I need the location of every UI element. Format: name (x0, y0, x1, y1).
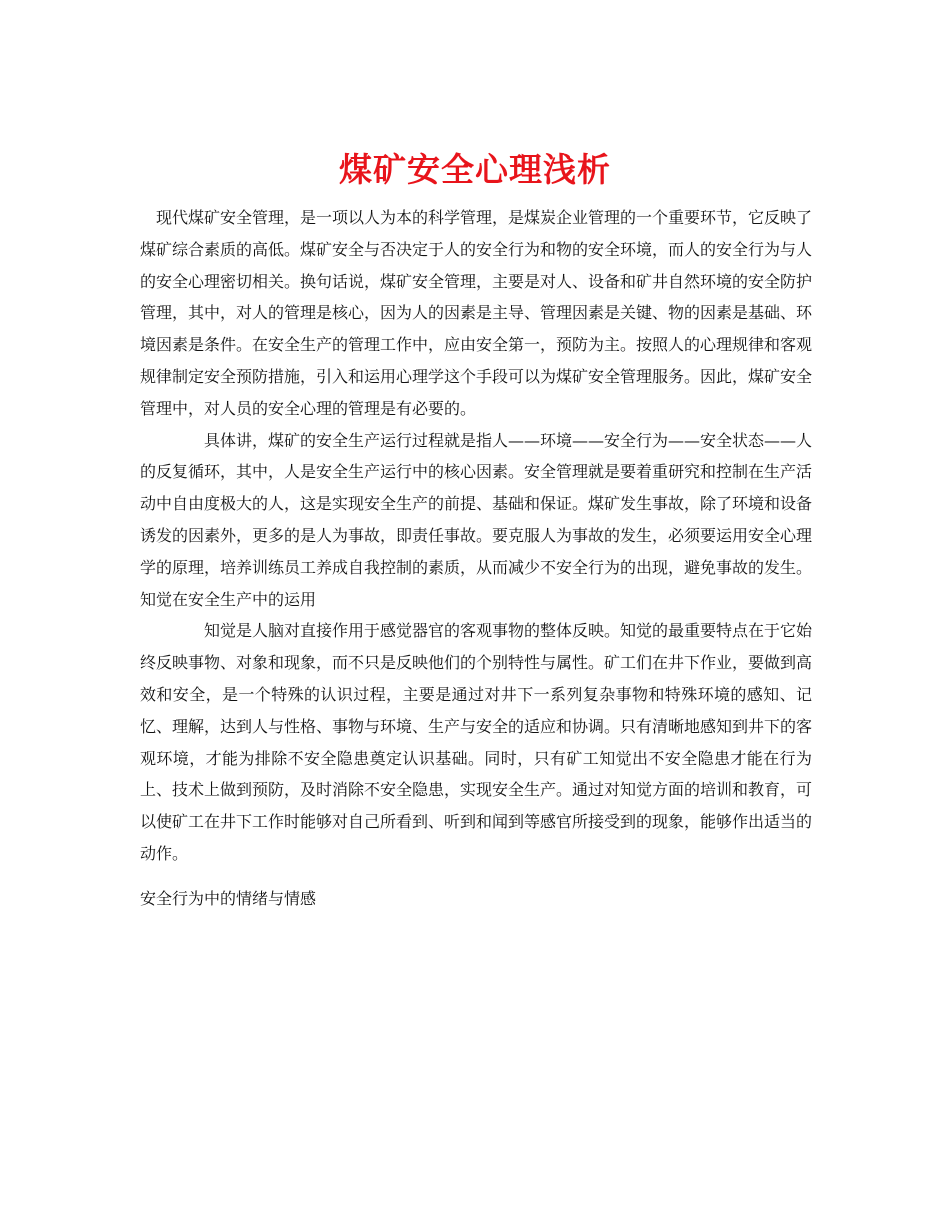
paragraph-perception: 知觉是人脑对直接作用于感觉器官的客观事物的整体反映。知觉的最重要特点在于它始终反映事物、对象和现象，而不只是反映他们的个别特性与属性。矿工们在井下作业，要做到高效和安全，是一个特殊的认识过程，主要是通过对井下一系列复杂事物和特殊环境的感知、记忆、理解，达到人与性格、事物与环境、生产与安全的适应和协调。只有清晰地感知到井下的客观环境，才能为排除不安全隐患奠定认识基础。同时，只有矿工知觉出不安全隐患才能在行为上、技术上做到预防，及时消除不安全隐患，实现安全生产。通过对知觉方面的培训和教育，可以使矿工在井下工作时能够对自己所看到、听到和闻到等感官所接受到的现象，能够作出适当的动作。 (140, 621, 813, 863)
section-heading-perception: 知觉在安全生产中的运用 (140, 589, 317, 609)
paragraph-intro: 现代煤矿安全管理，是一项以人为本的科学管理，是煤炭企业管理的一个重要环节，它反映了煤矿综合素质的高低。煤矿安全与否决定于人的安全行为和物的安全环境，而人的安全行为与人的安全心理密切相关。换句话说，煤矿安全管理，主要是对人、设备和矿井自然环境的安全防护管理，其中，对人的管理是核心，因为人的因素是主导、管理因素是关键、物的因素是基础、环境因素是条件。在安全生产的管理工作中，应由安全第一，预防为主。按照人的心理规律和客观规律制定安全预防措施，引入和运用心理学这个手段可以为煤矿安全管理服务。因此，煤矿安全管理中，对人员的安全心理的管理是有必要的。 (140, 208, 813, 418)
paragraph-process: 具体讲，煤矿的安全生产运行过程就是指人——环境——安全行为——安全状态——人的反复循环，其中，人是安全生产运行中的核心因素。安全管理就是要着重研究和控制在生产活动中自由度极大的人，这是实现安全生产的前提、基础和保证。煤矿发生事故，除了环境和设备诱发的因素外，更多的是人为事故，即责任事故。要克服人为事故的发生，必须要运用安全心理学的原理，培养训练员工养成自我控制的素质，从而减少不安全行为的出现，避免事故的发生。 (140, 430, 813, 577)
section-heading-emotion: 安全行为中的情绪与情感 (140, 888, 317, 908)
document-body (140, 202, 812, 915)
document-title: 煤矿安全心理浅析 (339, 150, 611, 190)
